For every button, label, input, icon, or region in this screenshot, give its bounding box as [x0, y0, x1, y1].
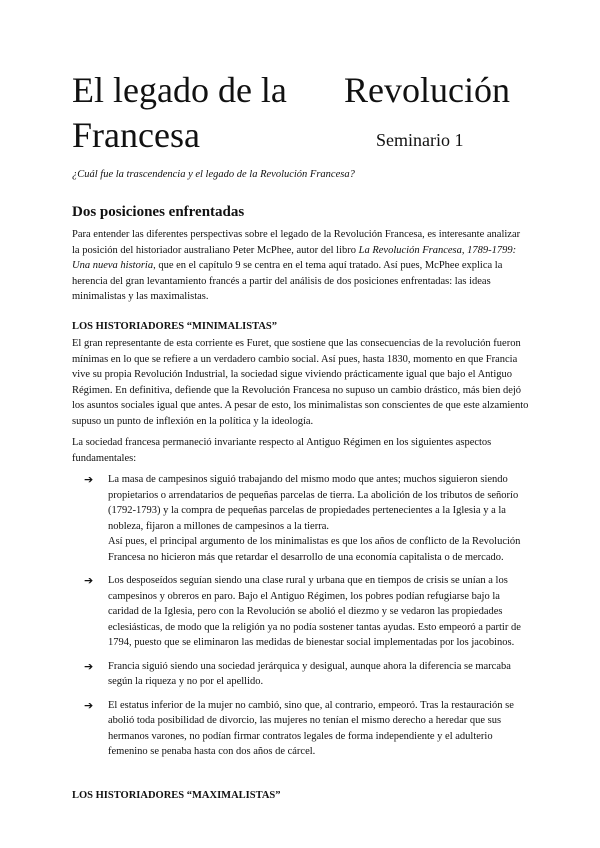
list-item-text: El estatus inferior de la mujer no cambió, sino que, al contrario, empeoró. Tras la restauración se abolió toda posibilidad de divorcio, las mujeres no tenían el mismo derecho a heredar que sus hermanos varones, no podían firmar contratos legales de forma independiente y el adulterio femenino se penaba hasta con dos años de cárcel.	[108, 699, 514, 757]
book-title: La Revolución Francesa, 1789-1799: Una nueva historia	[72, 244, 517, 271]
intro-paragraph	[72, 227, 530, 305]
arrow-right-icon: ➔	[84, 659, 94, 673]
intro-text-a: Para entender las diferentes perspectivas sobre el legado de la Revolución Francesa, es interesante analizar la posición del historiador australiano Peter McPhee, autor del libro	[72, 229, 521, 256]
list-item-text: La masa de campesinos siguió trabajando del mismo modo que antes; muchos siguieron siendo propietarios o arrendatarios de pequeñas parcelas de tierra. La abolición de los tributos de señorío (1792-1793) y la compra de pequeñas parcelas de propiedades pertenecientes a la Iglesia y a la nobleza, fijaron a millones de campesinos a la tierra.	[108, 474, 519, 532]
list-item-text: Los desposeídos seguían siendo una clase rural y urbana que en tiempos de crisis se unían a los campesinos y obreros en paro. Bajo el Antiguo Régimen, los pobres podían refugiarse bajo la caridad de la Iglesia, pero con la Revolución se abolió el diezmo y se vedaron las propiedades eclesiásticas, de modo que la religión ya no podía sostener tantas ayudas. Esto empeoró a partir de 1794, puesto que se eliminaron las medidas de bienestar social implementadas por los jacobinos.	[108, 575, 521, 648]
title-part-1: El legado de la	[72, 70, 287, 110]
arrow-right-icon: ➔	[84, 473, 94, 486]
list-item	[72, 472, 530, 565]
arrow-right-icon: ➔	[84, 698, 94, 712]
arrow-right-icon: ➔	[84, 574, 94, 587]
minimalists-heading: LOS HISTORIADORES “MINIMALISTAS”	[72, 320, 277, 332]
minimalists-paragraph: El gran representante de esta corriente es Furet, que sostiene que las consecuencias de la revolución fueron mínimas en lo que se refiere a un verdadero cambio social. Así pues, hasta 1830, momento en que Francia vive su propia Revolución Industrial, la sociedad sigue viviendo prácticamente igual que bajo el Antiguo Régimen. En definitiva, defiende que la Revolución Francesa no supuso un cambio drástico, más bien dejó los asuntos sociales igual que antes. A pesar de esto, los minimalistas son conscientes de que este alzamiento supuso un punto de inflexión en la política y la ideología.	[72, 338, 529, 427]
guiding-question: ¿Cuál fue la trascendencia y el legado de la Revolución Francesa?	[72, 169, 355, 180]
list-item	[72, 659, 530, 690]
list-item-text: Francia siguió siendo una sociedad jerárquica y desigual, aunque ahora la diferencia se marcaba según la riqueza y no por el apellido.	[108, 660, 511, 687]
intro-text-b: , que en el capítulo 9 se centra en el tema aquí tratado. Así pues, McPhee explica la herencia del gran levantamiento francés a partir del análisis de dos posiciones enfrentadas: las ideas minimalistas y las maximalistas.	[72, 260, 503, 302]
aspects-list	[72, 472, 530, 760]
list-item-extra: Así pues, el principal argumento de los minimalistas es que los años de conflicto de la Revolución Francesa no hicieron más que retardar el desarrollo de una economía capitalista o de mercado.	[108, 536, 521, 563]
minimalists-aspects-intro: La sociedad francesa permaneció invariante respecto al Antiguo Régimen en los siguientes aspectos fundamentales:	[72, 437, 492, 464]
document-body	[72, 203, 530, 805]
list-item	[72, 698, 530, 760]
title-part-2: Revolución	[344, 70, 510, 110]
list-item	[72, 573, 530, 651]
section-heading: Dos posiciones enfrentadas	[72, 204, 245, 220]
seminar-label: Seminario 1	[376, 130, 464, 150]
title-part-3: Francesa	[72, 115, 200, 155]
maximalists-heading: LOS HISTORIADORES “MAXIMALISTAS”	[72, 789, 281, 801]
